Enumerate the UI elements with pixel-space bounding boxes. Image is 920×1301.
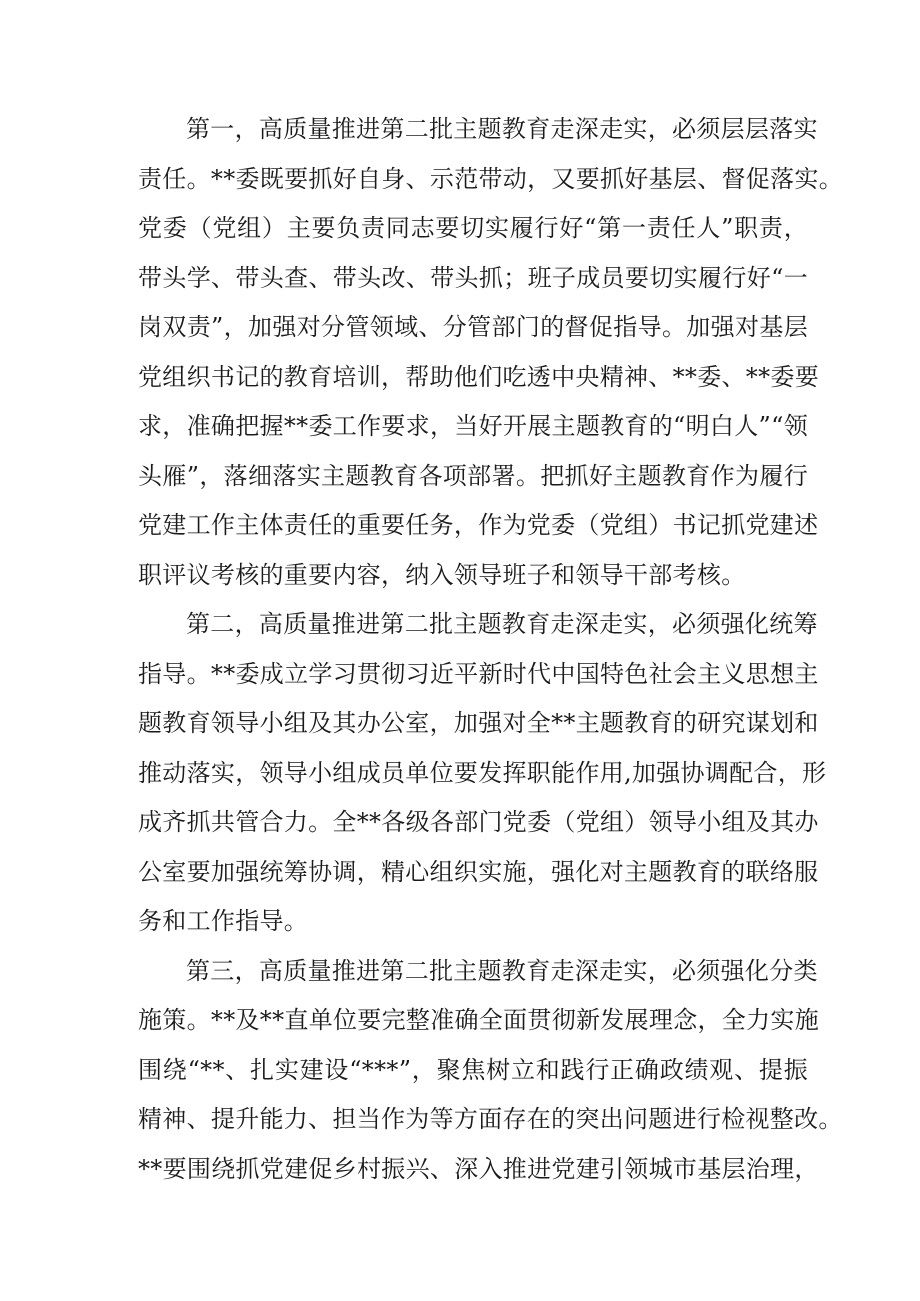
text-line: 党委（党组）主要负责同志要切实履行好“第一责任人”职责，	[138, 214, 808, 242]
text-line: 带头学、带头查、带头改、带头抓；班子成员要切实履行好“一	[138, 263, 808, 292]
text-line: 指导。**委成立学习贯彻习近平新时代中国特色社会主义思想主	[138, 659, 819, 688]
text-line: 岗双责”，加强对分管领域、分管部门的督促指导。加强对基层	[138, 313, 808, 341]
text-line: **要围绕抓党建促乡村振兴、深入推进党建引领城市基层治理，	[138, 1154, 819, 1183]
text-line: 第一，高质量推进第二批主题教育走深走实，必须层层落实	[186, 115, 818, 143]
text-line: 责任。**委既要抓好自身、示范带动，又要抓好基层、督促落实。	[138, 164, 843, 193]
text-line: 务和工作指导。	[138, 907, 309, 935]
text-line: 精神、提升能力、担当作为等方面存在的突出问题进行检视整改。	[138, 1105, 843, 1133]
document-body	[138, 105, 843, 1194]
text-line: 职评议考核的重要内容，纳入领导班子和领导干部考核。	[138, 560, 746, 589]
text-line: 第二，高质量推进第二批主题教育走深走实，必须强化统筹	[186, 610, 818, 638]
text-line: 围绕“**、扎实建设“***”，聚焦树立和践行正确政绩观、提振	[138, 1055, 808, 1084]
text-line: 头雁”，落细落实主题教育各项部署。把抓好主题教育作为履行	[138, 461, 808, 490]
text-line: 施策。**及**直单位要完整准确全面贯彻新发展理念，全力实施	[138, 1006, 819, 1034]
paragraph-1	[138, 105, 843, 600]
paragraph-2	[138, 600, 827, 947]
text-line: 求，准确把握**委工作要求，当好开展主题教育的“明白人”“领	[138, 412, 808, 440]
text-line: 党组织书记的教育培训，帮助他们吃透中央精神、**委、**委要	[138, 362, 819, 391]
paragraph-3	[138, 947, 843, 1195]
text-line: 公室要加强统筹协调，精心组织实施，强化对主题教育的联络服	[138, 857, 819, 886]
text-line: 成齐抓共管合力。全**各级各部门党委（党组）领导小组及其办	[138, 808, 819, 836]
text-line: 推动落实，领导小组成员单位要发挥职能作用,加强协调配合，形	[138, 758, 827, 787]
text-line: 题教育领导小组及其办公室，加强对全**主题教育的研究谋划和	[138, 709, 819, 737]
text-line: 党建工作主体责任的重要任务，作为党委（党组）书记抓党建述	[138, 511, 819, 539]
text-line: 第三，高质量推进第二批主题教育走深走实，必须强化分类	[186, 956, 818, 985]
